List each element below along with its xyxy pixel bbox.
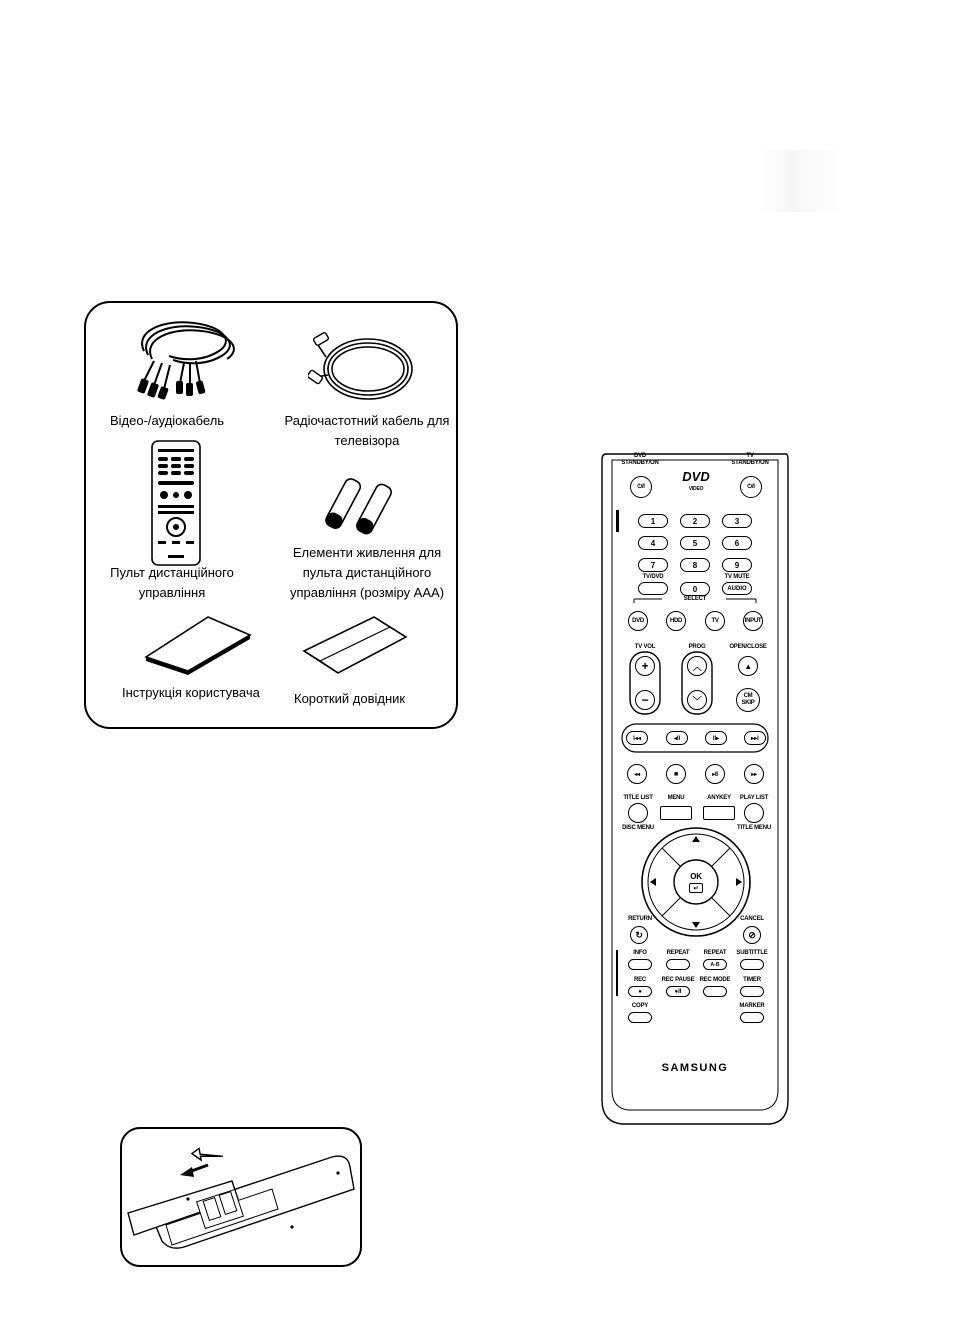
copy-label: COPY [631,1003,649,1009]
tv-dvd-label: TV/DVD [642,574,664,580]
dvd-button[interactable]: DVD [628,611,648,631]
skip-forward-button[interactable]: ▸▸I [744,731,766,745]
tv-dvd-button[interactable] [638,582,668,595]
play-pause-button[interactable]: ▸II [705,764,725,784]
prog-down-button[interactable]: ﹀ [687,690,707,710]
rf-cable-image [308,317,418,405]
subtitle-label: SUBTITTLE [736,950,768,956]
tv-standby-label-1: TV [746,453,754,459]
digit-0-button[interactable]: 0 [680,582,710,596]
remote-caption-line2: управління [138,585,206,600]
anykey-label: ANYKEY [707,795,731,801]
rewind-button[interactable]: ◂◂ [627,764,647,784]
marker-button[interactable] [740,1012,764,1023]
quick-guide-image [300,611,412,677]
digit-5-button[interactable]: 5 [680,536,710,550]
select-label: SELECT [683,596,707,602]
title-menu-label: TITLE MENU [737,825,771,831]
section-tab [760,150,844,212]
remote-caption-line1: Пульт дистанційного [110,565,234,580]
vol-up-button[interactable]: + [635,656,655,676]
cm-skip-button[interactable] [736,688,760,712]
dvd-standby-label-2: STANDBY/ON [621,460,659,466]
digit-3-button[interactable]: 3 [722,514,752,528]
copy-button[interactable] [628,1012,652,1023]
batteries-caption-line1: Елементи живлення для [292,545,442,560]
title-list-label: TITLE LIST [623,795,653,801]
anykey-button[interactable] [703,806,735,820]
av-cable-caption: Відео-/аудіокабель [110,413,225,428]
batteries-image [322,469,402,539]
return-label: RETURN [628,916,652,922]
info-button[interactable] [628,959,652,970]
manual-caption: Інструкція користувача [122,685,260,700]
fast-forward-button[interactable]: ▸▸ [744,764,764,784]
remote-control-diagram [600,450,790,1130]
subtitle-button[interactable] [740,959,764,970]
manual-image [142,613,254,675]
rec-mode-label: REC MODE [699,977,731,983]
menu-button[interactable] [660,806,692,820]
info-label: INFO [633,950,647,956]
timer-button[interactable] [740,986,764,997]
step-forward-button[interactable]: II▸ [705,731,727,745]
open-close-label: OPEN/CLOSE [729,644,767,650]
play-list-label: PLAY LIST [739,795,769,801]
digit-6-button[interactable]: 6 [722,536,752,550]
rec-label: REC [633,977,647,983]
remote-body [600,450,790,1130]
tv-vol-label: TV VOL [634,644,656,650]
input-button[interactable]: INPUT [743,611,763,631]
stop-button[interactable]: ■ [666,764,686,784]
rec-button[interactable]: ● [628,986,652,997]
repeat-ab-label: REPEAT [703,950,727,956]
audio-button[interactable]: AUDIO [722,582,752,595]
digit-7-button[interactable]: 7 [638,558,668,572]
cancel-button[interactable]: ⊘ [743,926,761,944]
return-button[interactable]: ↻ [630,926,648,944]
step-back-button[interactable]: ◂II [666,731,688,745]
rec-pause-button[interactable]: ●II [666,986,690,997]
repeat-label: REPEAT [666,950,690,956]
tv-standby-label-2: STANDBY/ON [731,460,769,466]
batteries-caption-line2: пульта дистанційного [302,565,432,580]
battery-cover-image [122,1129,360,1265]
disc-menu-label: DISC MENU [622,825,654,831]
play-list-button[interactable] [744,803,764,823]
dvd-standby-button[interactable]: ⏻/I [630,476,652,498]
tv-standby-button[interactable]: ⏻/I [740,476,762,498]
digit-2-button[interactable]: 2 [680,514,710,528]
repeat-ab-button[interactable]: A-B [703,959,727,970]
rec-mode-button[interactable] [703,986,727,997]
title-list-button[interactable] [628,803,648,823]
ok-label: OK [690,872,702,881]
marker-label: MARKER [739,1003,765,1009]
batteries-caption-line3: управління (розміру AAA) [289,585,445,600]
rf-cable-caption-line2: телевізора [334,433,400,448]
digit-1-button[interactable]: 1 [638,514,668,528]
quick-guide-caption: Короткий довідник [294,691,406,706]
digit-4-button[interactable]: 4 [638,536,668,550]
prog-label: PROG [688,644,706,650]
battery-cover-panel [120,1127,362,1267]
cancel-label: CANCEL [740,916,764,922]
rec-pause-label: REC PAUSE [661,977,695,983]
digit-8-button[interactable]: 8 [680,558,710,572]
samsung-logo: SAMSUNG [661,1062,729,1074]
cm-skip-label-1: CM [743,693,753,699]
dvd-standby-label-1: DVD [633,453,647,459]
timer-label: TIMER [743,977,761,983]
tv-button[interactable]: TV [705,611,725,631]
av-cable-image [124,311,244,401]
vol-down-button[interactable]: − [635,690,655,710]
dvd-logo: DVD [682,469,710,484]
accessories-panel [84,301,458,729]
prog-up-button[interactable]: ︿ [687,656,707,676]
rf-cable-caption-line1: Радіочастотний кабель для [284,413,450,428]
menu-label: MENU [667,795,685,801]
digit-9-button[interactable]: 9 [722,558,752,572]
dvd-logo-video: VIDEO [688,486,704,492]
cm-skip-label-2: SKIP [741,700,755,706]
repeat-button[interactable] [666,959,690,970]
hdd-button[interactable]: HDD [666,611,686,631]
skip-back-button[interactable]: I◂◂ [626,731,648,745]
ok-button[interactable]: ↵ [689,883,703,893]
eject-button[interactable]: ▲ [738,656,758,676]
tv-mute-label: TV MUTE [724,574,750,580]
remote-image [150,439,202,567]
